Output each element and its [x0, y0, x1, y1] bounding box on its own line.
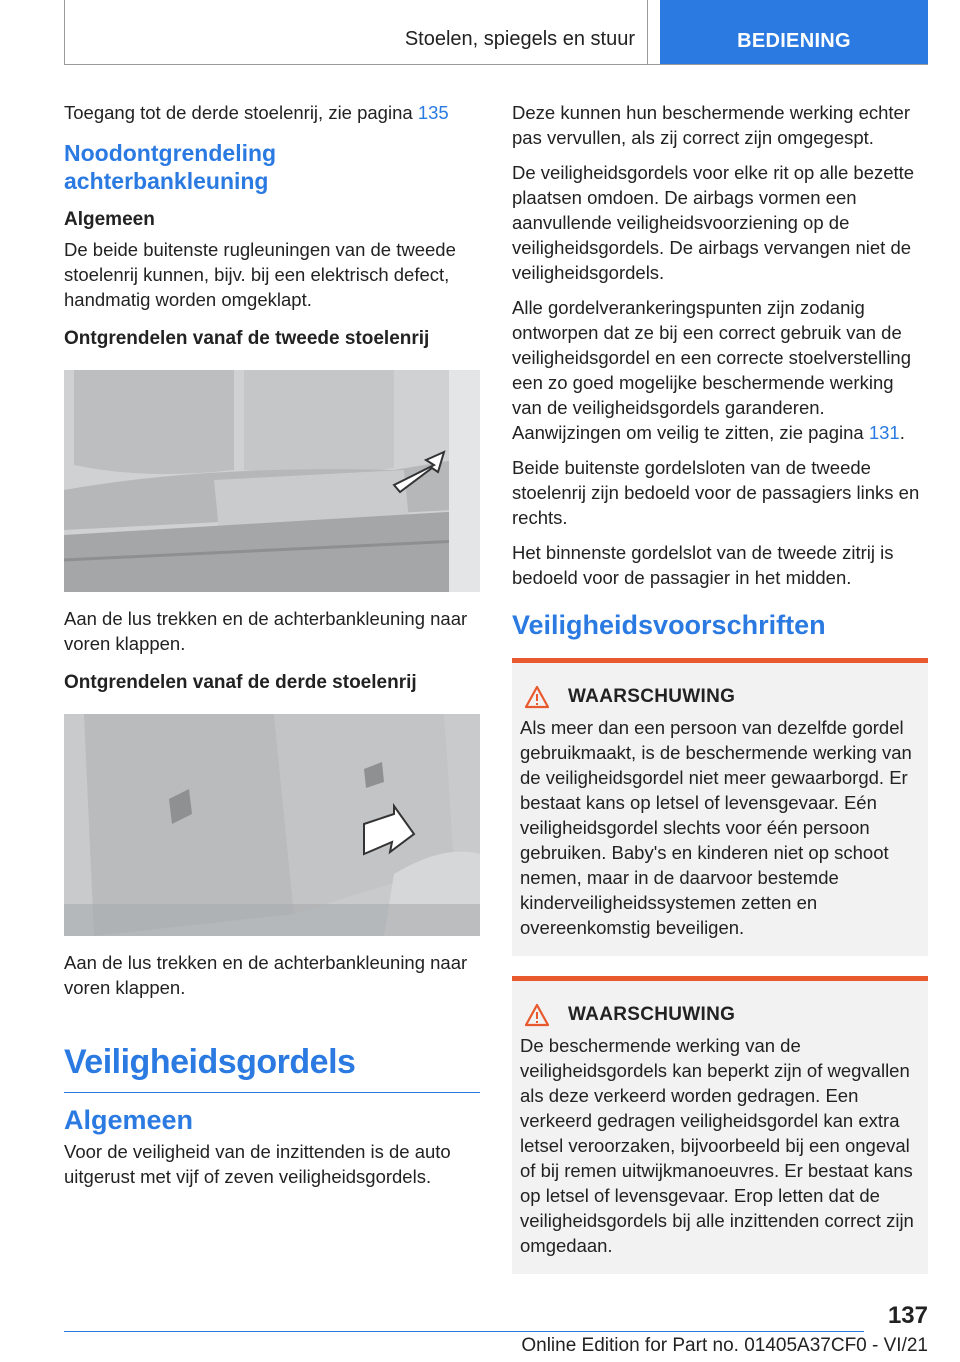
photo-third-row-seat	[64, 714, 480, 936]
warning-triangle-icon	[524, 1003, 550, 1027]
footer-edition: Online Edition for Part no. 01405A37CF0 - VI/21	[521, 1335, 928, 1356]
heading-tweede-stoelenrij: Ontgrendelen vanaf de tweede stoelenrij	[64, 328, 430, 349]
warning-title-2: WAARSCHUWING	[568, 1004, 736, 1025]
paragraph-algemeen: De beide buitenste rugleuningen van de tweede stoelenrij kunnen, bijv. bij een elektrisch defect, handmatig worden omgeklapt.	[64, 239, 456, 310]
page-number: 137	[887, 1302, 928, 1329]
left-column	[64, 100, 480, 1199]
header-chapter-label: BEDIENING	[737, 30, 851, 52]
warning-header-2	[520, 1003, 920, 1027]
warning-box-2	[512, 976, 928, 1274]
page-link-135[interactable]: 135	[417, 102, 449, 123]
header-chapter-tab[interactable]	[660, 0, 928, 64]
warning-text-2: De beschermende werking van de veiligheidsgordels kan beperkt zijn of wegvallen als deze verkeerd worden gedragen. Een verkeerd gedragen veiligheidsgordel kan extra letsel veroorzaken, bijvoorbeeld bij een ongeval of bij remen uitwijkmanoeuvres. Er bestaat kans op letsel of levensgevaar. Erop letten dat de veiligheidsgordels bij alle inzittenden correct zijn omgedaan.	[520, 1035, 914, 1256]
paragraph-verankering	[512, 295, 928, 445]
intro-paragraph	[64, 100, 480, 125]
paragraph-buitenste-sloten: Beide buitenste gordelsloten van de tweede stoelenrij zijn bedoeld voor de passagiers links en rechts.	[512, 457, 920, 528]
heading-veiligheidsvoorschriften: Veiligheidsvoorschriften	[512, 610, 826, 640]
verankering-text: Alle gordelverankeringspunten zijn zodanig ontworpen dat ze bij een correct gebruik van de veiligheidsgordel en een correcte stoelverstelling een zo goed mogelijke beschermende werking van de veiligheidsgordels garanderen. Aanwijzingen om veilig te zitten, zie pagina	[512, 297, 912, 443]
paragraph-binnenste-slot: Het binnenste gordelslot van de tweede zitrij is bedoeld voor de passagier in het midden.	[512, 542, 894, 588]
verankering-end: .	[899, 422, 905, 443]
warning-title-1: WAARSCHUWING	[568, 686, 736, 707]
heading-veiligheidsgordels: Veiligheidsgordels	[64, 1040, 480, 1093]
right-column	[512, 100, 928, 1294]
seat-illustration-2	[64, 714, 480, 936]
footer-rule	[64, 1331, 864, 1332]
heading-algemeen-gordels: Algemeen	[64, 1105, 194, 1135]
header-rule	[64, 64, 928, 65]
paragraph-omgegespt: Deze kunnen hun beschermende werking echter pas vervullen, als zij correct zijn omgegespt.	[512, 102, 910, 148]
warning-text-1: Als meer dan een persoon van dezelfde gordel gebruikmaakt, is de beschermende werking van de veiligheidsgordel niet meer gewaarborgd. Er bestaat kans op letsel of levensgevaar. Eén veiligheidsgordel slechts voor één persoon gebruiken. Baby's en kinderen niet op schoot nemen, maar in de daarvoor bestemde kinderveiligheidssystemen zetten en overeenkomstig beveiligen.	[520, 717, 912, 938]
intro-text: Toegang tot de derde stoelenrij, zie pagina	[64, 102, 418, 123]
paragraph-algemeen-gordels: Voor de veiligheid van de inzittenden is de auto uitgerust met vijf of zeven veiligheidsgordels.	[64, 1141, 451, 1187]
heading-derde-stoelenrij: Ontgrendelen vanaf de derde stoelenrij	[64, 672, 417, 693]
heading-noodontgrendeling: Noodontgrendeling achterbankleuning	[64, 140, 277, 194]
heading-algemeen: Algemeen	[64, 209, 155, 230]
caption-second-row: Aan de lus trekken en de achterbankleuning naar voren klappen.	[64, 608, 468, 654]
warning-box-1	[512, 658, 928, 956]
paragraph-airbags: De veiligheidsgordels voor elke rit op alle bezette plaatsen omdoen. De airbags vormen een aanvullende veiligheidsvoorziening op de veiligheidsgordels. De airbags vervangen niet de veiligheidsgordels.	[512, 162, 915, 283]
warning-triangle-icon	[524, 685, 550, 709]
seat-illustration-1	[64, 370, 480, 592]
caption-third-row: Aan de lus trekken en de achterbankleuning naar voren klappen.	[64, 952, 468, 998]
photo-second-row-seat	[64, 370, 480, 592]
header-section-box	[64, 0, 648, 64]
page-link-131[interactable]: 131	[868, 422, 900, 443]
header-section-title: Stoelen, spiegels en stuur	[404, 28, 635, 50]
warning-header-1	[520, 685, 920, 709]
